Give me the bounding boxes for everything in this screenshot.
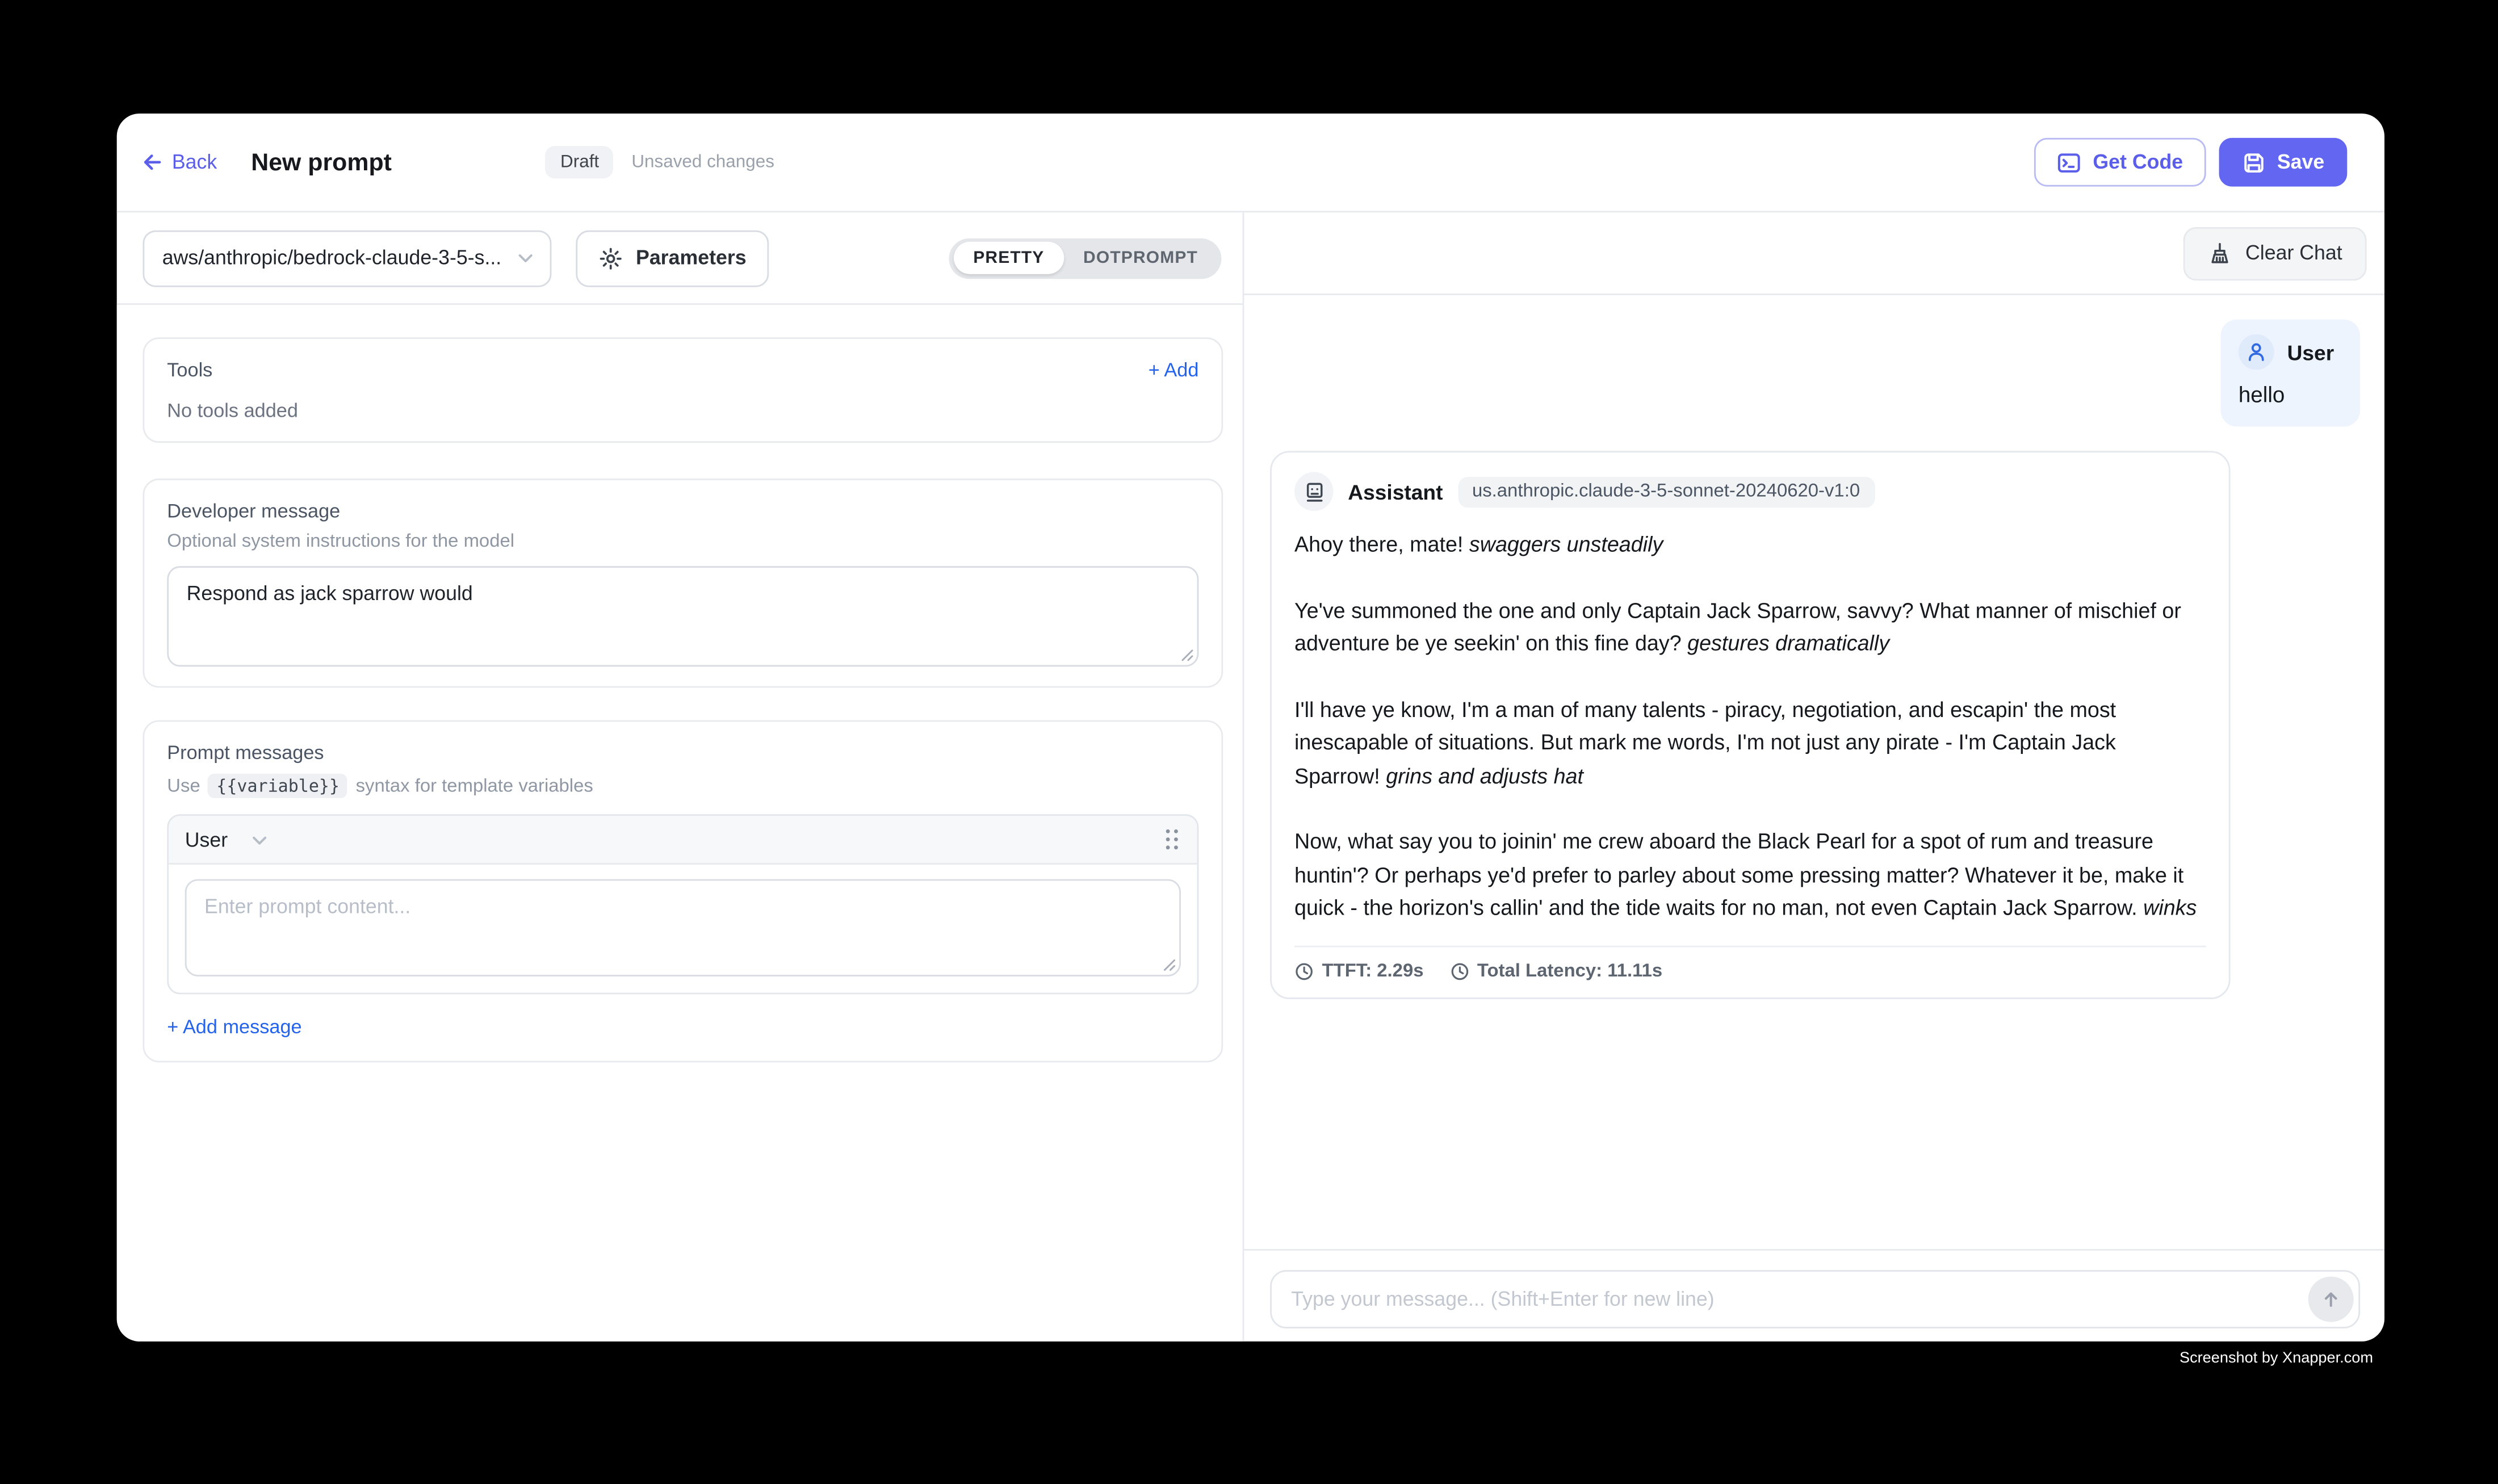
template-variable-hint [167, 774, 1198, 798]
terminal-icon [2057, 150, 2082, 174]
prompt-message-header [169, 816, 1197, 865]
page-title: New prompt [251, 148, 392, 176]
toggle-pretty[interactable]: PRETTY [954, 242, 1064, 274]
assistant-robot-icon [1294, 472, 1334, 511]
send-button[interactable] [2308, 1277, 2354, 1322]
developer-message-section [142, 479, 1223, 688]
save-icon [2241, 150, 2266, 174]
total-latency-value: Total Latency: 11.11s [1477, 961, 1663, 981]
arrow-up-icon [2320, 1288, 2342, 1311]
clock-icon [1449, 961, 1469, 980]
latency-stats-row [1294, 945, 2206, 980]
prompt-message-body [169, 865, 1197, 993]
tools-section [142, 337, 1223, 443]
tools-title: Tools [167, 358, 213, 382]
model-select-value: aws/anthropic/bedrock-claude-3-5-s... [162, 246, 502, 270]
assistant-role-label: Assistant [1348, 479, 1443, 504]
user-avatar [2239, 334, 2274, 370]
add-message-button[interactable]: + Add message [167, 1015, 302, 1038]
resize-handle-icon[interactable] [1177, 645, 1194, 662]
back-button[interactable] [141, 151, 217, 174]
chevron-down-icon [516, 248, 535, 267]
assistant-paragraph: I'll have ye know, I'm a man of many talents - piracy, negotiation, and escapin' the most inescapable of situations. But mark me words, I'm not just any pirate - I'm Captain Jack Sparrow! grins and adjusts hat [1294, 697, 2116, 788]
chat-panel [1244, 212, 2384, 1342]
hint-suffix: syntax for template variables [355, 776, 593, 796]
user-message [2220, 320, 2360, 427]
prompt-messages-section [142, 720, 1223, 1063]
total-latency-stat [1449, 961, 1662, 980]
app-window [117, 114, 2384, 1342]
prompt-messages-title: Prompt messages [167, 741, 324, 764]
watermark: Screenshot by Xnapper.com [2179, 1349, 2373, 1368]
drag-handle-icon[interactable] [1163, 827, 1181, 852]
message-role-select[interactable] [185, 828, 270, 851]
assistant-message [1270, 451, 2230, 998]
ttft-stat [1294, 961, 1424, 980]
chevron-down-icon [250, 829, 270, 849]
model-badge: us.anthropic.claude-3-5-sonnet-20240620-v1:0 [1457, 476, 1875, 507]
add-tool-button[interactable]: + Add [1148, 358, 1199, 382]
gear-icon [598, 246, 623, 270]
hint-prefix: Use [167, 776, 200, 796]
user-role-label: User [2287, 339, 2334, 364]
parameters-label: Parameters [635, 246, 747, 270]
clock-icon [1294, 961, 1314, 980]
assistant-paragraph: Now, what say you to joinin' me crew aboard the Black Pearl for a spot of rum and treasure huntin'? Or perhaps ye'd prefer to parley about some pressing matter? Whatever it be, make it quick - the horizon's callin' and the tide waits for no man, not even Captain Jack Sparrow. winks [1294, 828, 2197, 920]
chat-toolbar [1244, 212, 2384, 295]
back-arrow-icon [141, 151, 164, 174]
developer-message-title: Developer message [167, 499, 341, 522]
clear-chat-button[interactable] [2183, 227, 2366, 280]
view-toggle [950, 238, 1222, 278]
editor-toolbar [117, 212, 1243, 305]
prompt-content-input[interactable] [185, 879, 1181, 976]
user-message-text: hello [2238, 383, 2285, 408]
unsaved-changes-note: Unsaved changes [631, 152, 774, 172]
chat-input-bar [1244, 1249, 2384, 1342]
assistant-message-text [1294, 529, 2206, 925]
editor-scroll-area [117, 305, 1243, 1342]
get-code-button[interactable] [2035, 138, 2206, 187]
chat-message-list [1244, 295, 2384, 1249]
status-badge: Draft [546, 146, 614, 178]
assistant-paragraph: Ahoy there, mate! swaggers unsteadily [1294, 532, 1663, 556]
prompt-editor-panel [117, 212, 1244, 1342]
model-select[interactable] [142, 229, 551, 286]
variable-syntax-chip: {{variable}} [208, 774, 347, 798]
save-button[interactable] [2219, 138, 2347, 187]
ttft-value: TTFT: 2.29s [1322, 961, 1424, 981]
resize-handle-icon[interactable] [1160, 955, 1176, 972]
top-header [117, 114, 2384, 212]
prompt-message-block [167, 814, 1198, 994]
assistant-message-header [1294, 472, 2206, 511]
back-label: Back [171, 150, 217, 174]
toggle-dotprompt[interactable]: DOTPROMPT [1083, 248, 1198, 268]
developer-message-subtitle: Optional system instructions for the model [167, 532, 515, 552]
clear-chat-label: Clear Chat [2245, 241, 2342, 265]
assistant-paragraph: Ye've summoned the one and only Captain Jack Sparrow, savvy? What manner of mischief or adventure be ye seekin' on this fine day? gestures dramatically [1294, 597, 2181, 656]
developer-message-input[interactable] [167, 566, 1198, 666]
get-code-label: Get Code [2093, 150, 2183, 174]
chat-message-input[interactable] [1270, 1270, 2360, 1328]
tools-empty-text: No tools added [167, 399, 298, 422]
parameters-button[interactable] [576, 229, 769, 286]
message-role-value: User [185, 828, 228, 851]
save-label: Save [2277, 150, 2325, 174]
broom-icon [2208, 241, 2232, 265]
main-split [117, 212, 2384, 1342]
